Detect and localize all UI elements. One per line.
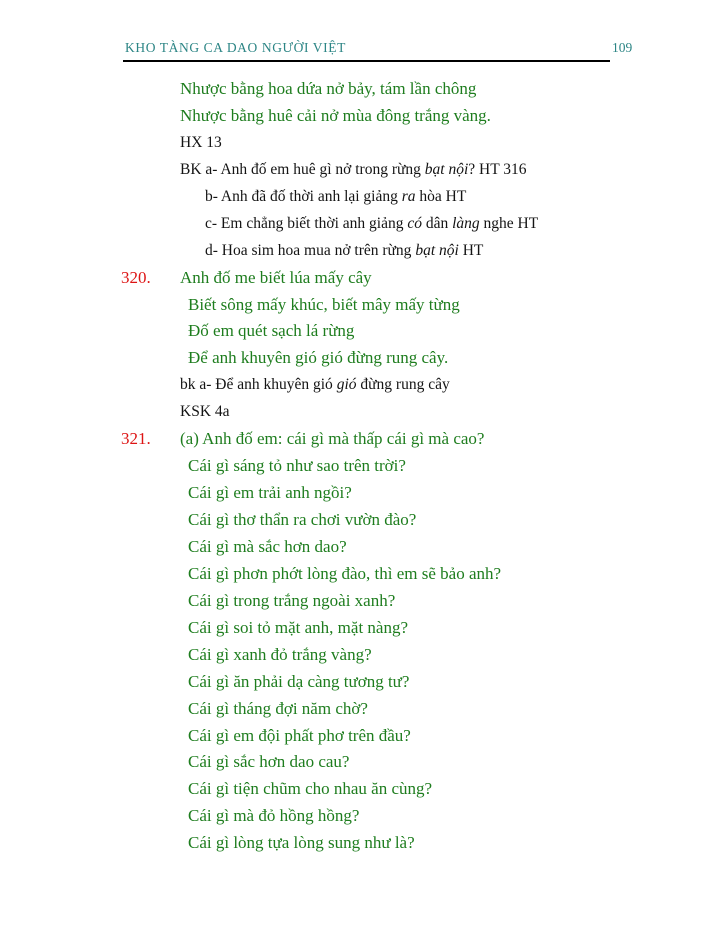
verse-line <box>0 614 723 641</box>
text-segment: dân <box>421 214 453 232</box>
verse-line <box>0 668 723 695</box>
line-text <box>188 587 395 614</box>
line-text <box>188 775 432 802</box>
line-text <box>188 479 352 506</box>
note-line <box>0 210 723 237</box>
note-line <box>0 398 723 425</box>
line-text <box>188 722 411 749</box>
running-title: KHO TÀNG CA DAO NGƯỜI VIỆT <box>125 40 346 55</box>
line-text <box>180 156 527 183</box>
italic-segment: gió <box>336 376 357 394</box>
line-text <box>188 291 460 318</box>
line-text <box>180 371 450 398</box>
text-segment: HT <box>458 241 484 259</box>
text-segment: c- Em chẳng biết thời anh giảng <box>205 214 408 232</box>
text-segment: Cái gì thơ thẩn ra chơi vườn đào? <box>188 510 417 529</box>
text-segment: hòa HT <box>415 187 467 205</box>
line-text <box>180 129 222 156</box>
text-segment: b- Anh đã đố thời anh lại giảng <box>205 187 402 205</box>
verse-line <box>0 802 723 829</box>
verse-line <box>0 641 723 668</box>
line-text <box>205 237 483 264</box>
verse-line <box>0 775 723 802</box>
text-segment: Cái gì sắc hơn dao cau? <box>188 752 350 772</box>
text-segment: BK a- Anh đố em huê gì nở trong rừng <box>180 160 425 178</box>
verse-line <box>0 479 723 506</box>
text-segment: Nhược bằng huê cải nở mùa đông trắng vàng. <box>180 105 491 125</box>
line-text <box>188 452 406 479</box>
line-text <box>205 210 538 237</box>
verse-line <box>0 506 723 533</box>
verse-line <box>0 695 723 722</box>
numbered-entry-line <box>0 264 723 291</box>
text-segment: Cái gì xanh đỏ trắng vàng? <box>188 644 372 664</box>
line-text <box>188 748 349 775</box>
page-number: 109 <box>612 40 633 55</box>
verse-line <box>0 829 723 856</box>
text-segment: Cái gì sáng tỏ như sao trên trời? <box>188 456 406 476</box>
entry-number: 320. <box>121 267 151 287</box>
italic-segment: ra <box>401 187 416 205</box>
verse-line <box>0 560 723 587</box>
line-text <box>188 506 416 533</box>
verse-line <box>0 533 723 560</box>
text-segment: d- Hoa sim hoa mua nở trên rừng <box>205 241 416 259</box>
verse-line <box>0 291 723 318</box>
verse-line <box>0 102 723 129</box>
line-text <box>180 425 484 452</box>
italic-segment: làng <box>452 214 480 232</box>
verse-line <box>0 317 723 344</box>
text-segment: Cái gì trong trắng ngoài xanh? <box>188 590 396 610</box>
text-segment: đừng rung cây <box>356 376 450 394</box>
text-segment: Cái gì mà đỏ hồng hồng? <box>188 806 360 826</box>
text-segment: Cái gì em đội phất phơ trên đầu? <box>188 725 411 745</box>
italic-segment: bạt nội <box>415 241 459 259</box>
line-text <box>188 317 354 344</box>
line-text <box>188 533 347 560</box>
text-segment: bk a- Để anh khuyên gió <box>180 376 337 394</box>
text-segment: Anh đố me biết lúa mấy cây <box>180 267 372 287</box>
note-line <box>0 371 723 398</box>
page-body <box>0 75 723 856</box>
entry-number: 321. <box>121 429 151 449</box>
line-text <box>188 802 359 829</box>
text-segment: (a) Anh đố em: cái gì mà thấp cái gì mà cao? <box>180 429 485 449</box>
note-line <box>0 237 723 264</box>
line-text <box>188 344 448 371</box>
text-segment: Cái gì lòng tựa lòng sung như là? <box>188 833 415 853</box>
italic-segment: bạt nội <box>424 160 469 178</box>
text-segment: nghe HT <box>479 214 539 232</box>
line-text <box>188 560 501 587</box>
line-text <box>180 264 372 291</box>
text-segment: Cái gì ăn phải dạ càng tương tư? <box>188 671 410 691</box>
italic-segment: có <box>407 214 422 232</box>
text-segment: Cái gì em trải anh ngồi? <box>188 483 352 503</box>
text-segment: Để anh khuyên gió gió đừng rung cây. <box>188 348 449 368</box>
text-segment: Cái gì soi tỏ mặt anh, mặt nàng? <box>188 617 409 637</box>
text-segment: Đố em quét sạch lá rừng <box>188 321 355 341</box>
text-segment: KSK 4a <box>180 403 230 421</box>
line-text <box>188 829 415 856</box>
line-text <box>180 398 230 425</box>
verse-line <box>0 748 723 775</box>
verse-line <box>0 344 723 371</box>
text-segment: Cái gì mà sắc hơn dao? <box>188 536 347 556</box>
verse-line <box>0 587 723 614</box>
text-segment: HX 13 <box>180 133 222 151</box>
line-text <box>188 614 408 641</box>
line-text <box>188 695 368 722</box>
line-text <box>188 641 372 668</box>
line-text <box>180 102 491 129</box>
line-text <box>205 183 466 210</box>
text-segment: Nhược bằng hoa dứa nở bảy, tám lần chông <box>180 79 477 98</box>
text-segment: Biết sông mấy khúc, biết mây mấy từng <box>188 294 460 314</box>
numbered-entry-line <box>0 425 723 452</box>
text-segment: ? HT 316 <box>468 160 527 178</box>
text-segment: Cái gì tiện chũm cho nhau ăn cùng? <box>188 779 433 799</box>
header-rule <box>123 60 610 62</box>
line-text <box>188 668 409 695</box>
note-line <box>0 129 723 156</box>
note-line <box>0 156 723 183</box>
text-segment: Cái gì phơn phớt lòng đào, thì em sẽ bảo anh? <box>188 563 502 583</box>
verse-line <box>0 722 723 749</box>
verse-line <box>0 452 723 479</box>
text-segment: Cái gì tháng đợi năm chờ? <box>188 698 368 718</box>
line-text <box>180 75 476 102</box>
note-line <box>0 183 723 210</box>
verse-line <box>0 75 723 102</box>
